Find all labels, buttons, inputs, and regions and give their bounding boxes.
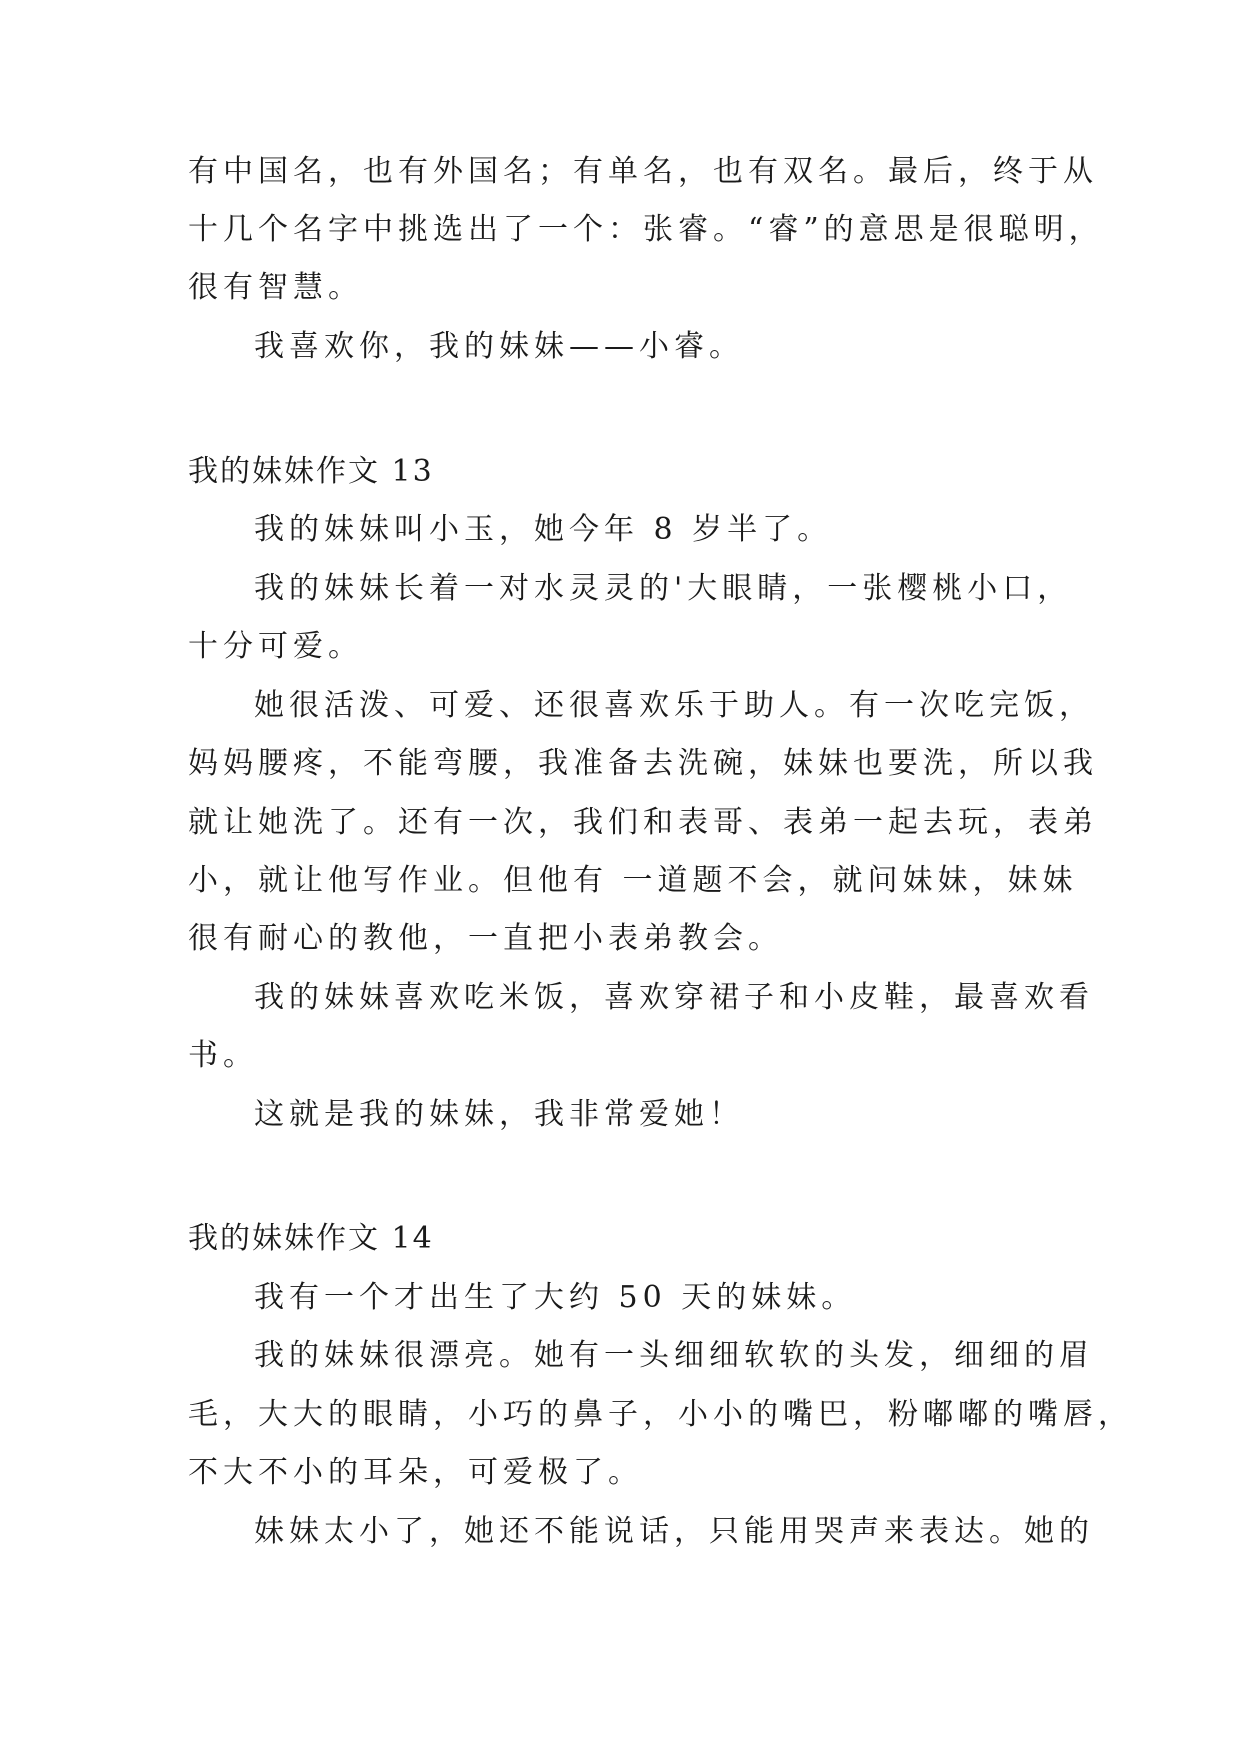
section-heading: 我的妹妹作文 14	[188, 1221, 434, 1256]
paragraph-line: 毛，大大的眼睛，小巧的鼻子，小小的嘴巴，粉嘟嘟的嘴唇，	[188, 1397, 1133, 1432]
paragraph-line: 妹妹太小了，她还不能说话，只能用哭声来表达。她的	[254, 1514, 1094, 1549]
paragraph-line: 我的妹妹长着一对水灵灵的'大眼睛，一张樱桃小口，	[254, 571, 1073, 606]
paragraph-line: 很有智慧。	[188, 270, 363, 305]
paragraph-line: 书。	[188, 1038, 258, 1073]
paragraph-line: 小，就让他写作业。但他有 一道题不会，就问妹妹，妹妹	[188, 863, 1078, 898]
paragraph-line: 我的妹妹叫小玉，她今年 8 岁半了。	[254, 512, 833, 547]
paragraph-line: 我有一个才出生了大约 50 天的妹妹。	[254, 1280, 857, 1315]
paragraph-line: 我喜欢你，我的妹妹——小睿。	[254, 329, 744, 364]
paragraph-line: 有中国名，也有外国名；有单名，也有双名。最后，终于从	[188, 154, 1098, 189]
paragraph-line: 我的妹妹很漂亮。她有一头细细软软的头发，细细的眉	[254, 1338, 1094, 1373]
paragraph-line: 就让她洗了。还有一次，我们和表哥、表弟一起去玩，表弟	[188, 805, 1098, 840]
paragraph-line: 十几个名字中挑选出了一个：张睿。“睿”的意思是很聪明，	[188, 212, 1104, 247]
paragraph-line: 妈妈腰疼，不能弯腰，我准备去洗碗，妹妹也要洗，所以我	[188, 746, 1098, 781]
paragraph-line: 很有耐心的教他，一直把小表弟教会。	[188, 921, 783, 956]
paragraph-line: 这就是我的妹妹，我非常爱她！	[254, 1097, 744, 1132]
paragraph-line: 我的妹妹喜欢吃米饭，喜欢穿裙子和小皮鞋，最喜欢看	[254, 980, 1094, 1015]
paragraph-line: 她很活泼、可爱、还很喜欢乐于助人。有一次吃完饭，	[254, 688, 1094, 723]
paragraph-line: 不大不小的耳朵，可爱极了。	[188, 1455, 643, 1490]
paragraph-line: 十分可爱。	[188, 629, 363, 664]
section-heading: 我的妹妹作文 13	[188, 454, 434, 489]
